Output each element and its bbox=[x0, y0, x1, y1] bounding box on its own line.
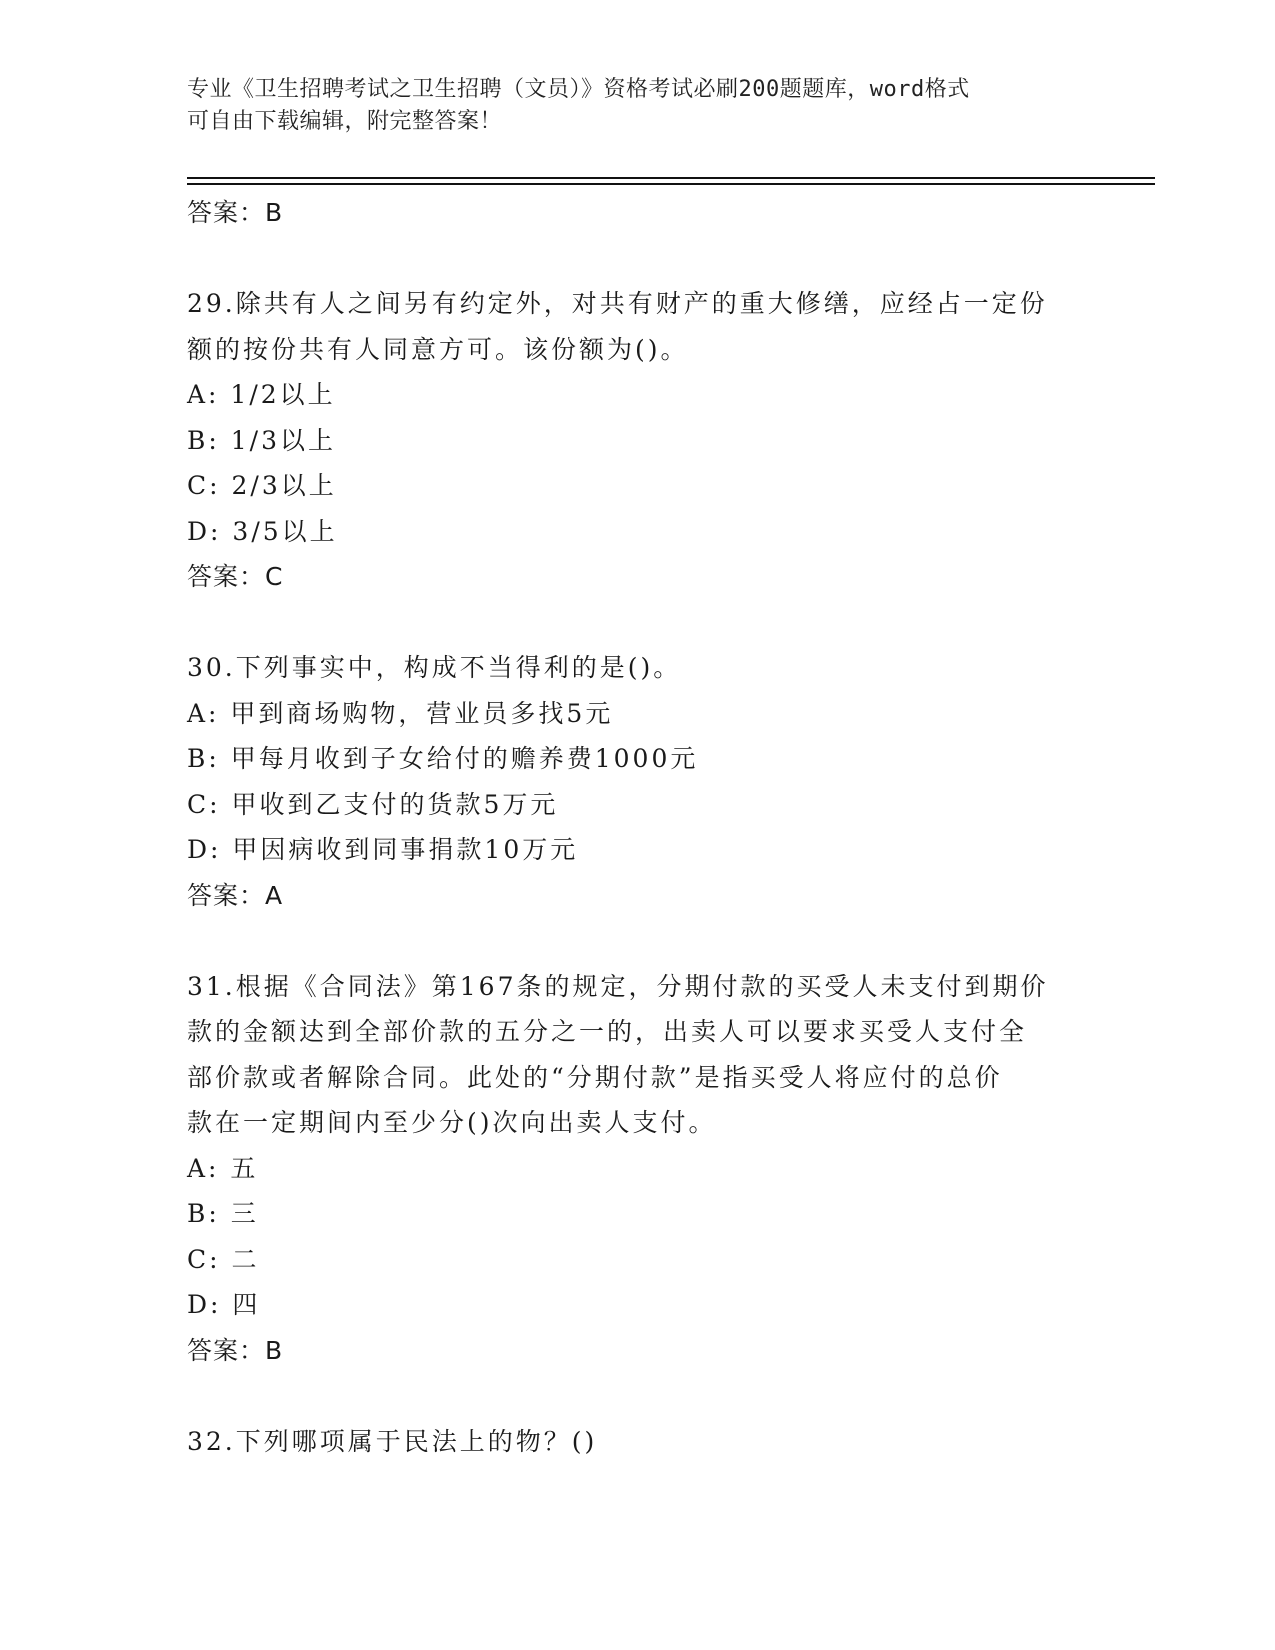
option-a: A: 1/2以上 bbox=[187, 380, 336, 409]
question-29 bbox=[187, 281, 1087, 600]
header-line-1: 专业《卫生招聘考试之卫生招聘（文员）》资格考试必刷200题题库，word格式 bbox=[187, 77, 970, 102]
option-d: D: 四 bbox=[187, 1290, 261, 1319]
question-stem-line: 额的按份共有人同意方可。该份额为()。 bbox=[187, 334, 689, 364]
question-30 bbox=[187, 645, 1087, 918]
header-divider-bottom bbox=[187, 183, 1155, 185]
answer-line: 答案：B bbox=[187, 1335, 284, 1365]
option-d: D: 3/5以上 bbox=[187, 516, 338, 546]
option-a: A: 甲到商场购物，营业员多找5元 bbox=[187, 698, 614, 728]
question-31 bbox=[187, 964, 1087, 1374]
question-stem-line: 31.根据《合同法》第167条的规定，分期付款的买受人未支付到期价 bbox=[187, 971, 1049, 1001]
question-stem-line: 款的金额达到全部价款的五分之一的，出卖人可以要求买受人支付全 bbox=[187, 1017, 1028, 1046]
question-32 bbox=[187, 1419, 1087, 1465]
question-stem-line: 29.除共有人之间另有约定外，对共有财产的重大修缮，应经占一定份 bbox=[187, 289, 1048, 318]
answer-line: 答案：A bbox=[187, 880, 284, 910]
answer-line: 答案：B bbox=[187, 198, 284, 227]
option-d: D: 甲因病收到同事捐款10万元 bbox=[187, 835, 579, 864]
header-divider-top bbox=[187, 177, 1155, 179]
question-stem-line: 30.下列事实中，构成不当得利的是()。 bbox=[187, 653, 682, 682]
question-list bbox=[187, 190, 1087, 1464]
option-a: A: 五 bbox=[187, 1153, 259, 1183]
option-c: C: 二 bbox=[187, 1244, 260, 1274]
document-header bbox=[187, 74, 1067, 138]
option-b: B: 甲每月收到子女给付的赡养费1000元 bbox=[187, 744, 699, 773]
question-stem-line: 部价款或者解除合同。此处的“分期付款”是指买受人将应付的总价 bbox=[187, 1062, 1003, 1092]
option-b: B: 三 bbox=[187, 1199, 259, 1228]
answer-line: 答案：C bbox=[187, 562, 284, 591]
question-stem-line: 32.下列哪项属于民法上的物？() bbox=[187, 1426, 598, 1456]
header-line-2: 可自由下载编辑，附完整答案！ bbox=[187, 109, 503, 134]
option-b: B: 1/3以上 bbox=[187, 425, 336, 455]
option-c: C: 2/3以上 bbox=[187, 471, 337, 500]
question-stem-line: 款在一定期间内至少分()次向出卖人支付。 bbox=[187, 1108, 717, 1137]
option-c: C: 甲收到乙支付的货款5万元 bbox=[187, 789, 559, 819]
